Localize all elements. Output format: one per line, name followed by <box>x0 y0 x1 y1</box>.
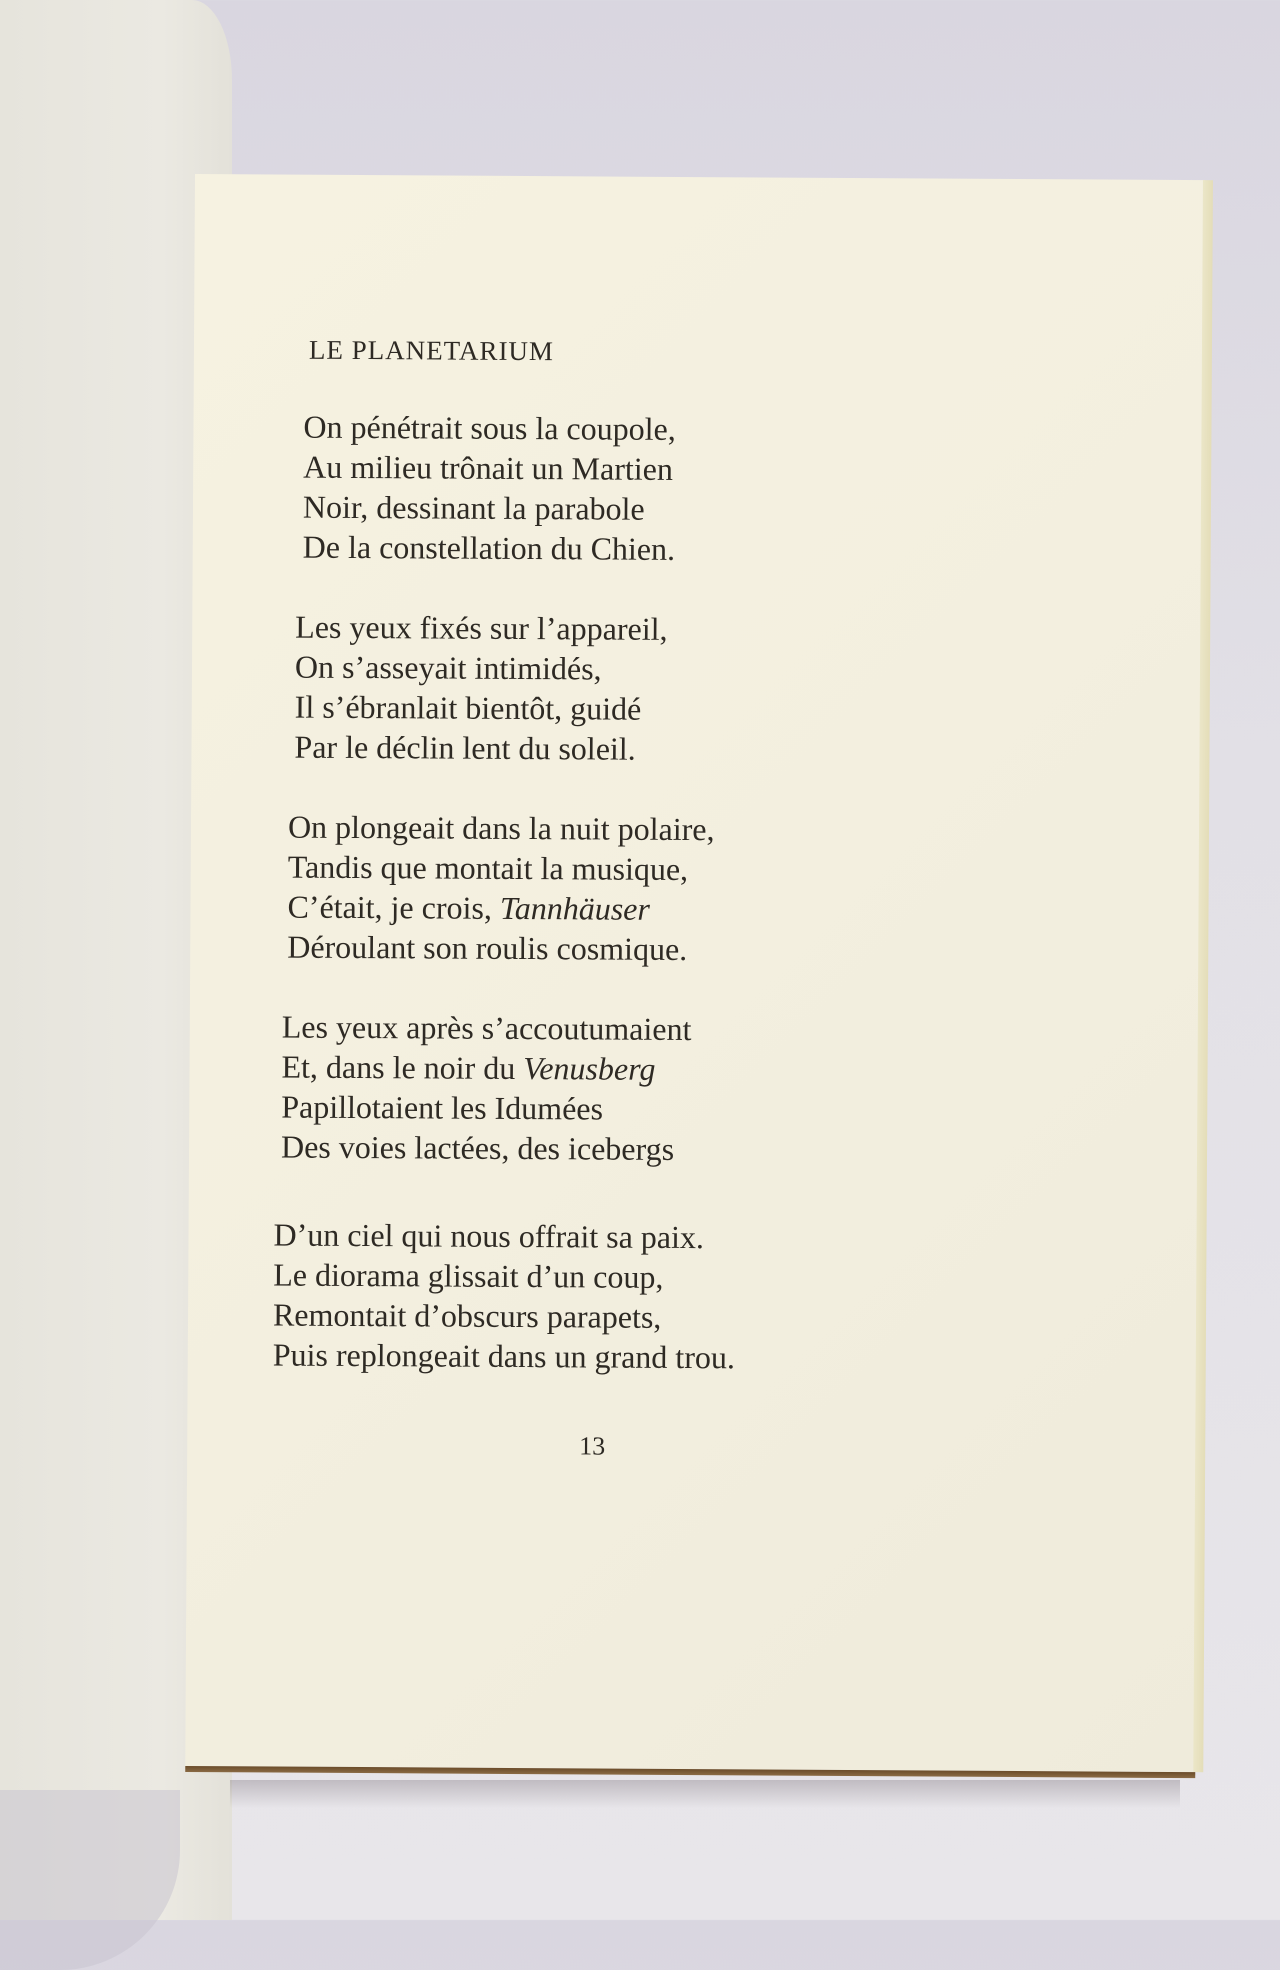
stanza <box>281 1007 692 1169</box>
verse-text: On s’asseyait intimidés, <box>294 648 602 687</box>
verse-line <box>273 1334 735 1377</box>
verse-line <box>273 1214 735 1257</box>
verse-line <box>282 1007 692 1050</box>
verse-text: Par le déclin lent du soleil. <box>294 728 636 767</box>
verse-line <box>303 407 676 449</box>
verse-text: Noir, dessinant la parabole <box>302 488 645 527</box>
verse-italic-text: Tannhäuser <box>499 889 650 927</box>
verse-line <box>303 487 676 529</box>
poem <box>185 174 1205 1772</box>
verse-line <box>287 927 714 970</box>
verse-text: Le diorama glissait d’un coup, <box>273 1256 664 1295</box>
verse-text: Et, dans le noir du <box>281 1048 524 1087</box>
verse-line <box>288 807 715 850</box>
verse-text: On pénétrait sous la coupole, <box>303 408 676 447</box>
poem-title: LE PLANETARIUM <box>308 334 555 367</box>
verse-text: On plongeait dans la nuit polaire, <box>287 808 715 848</box>
verse-text: Les yeux après s’accoutumaient <box>281 1008 692 1048</box>
verse-line <box>303 447 676 489</box>
stanza <box>303 407 676 569</box>
verse-text: Des voies lactées, des icebergs <box>280 1128 675 1167</box>
verse-text: Au milieu trônait un Martien <box>303 448 674 487</box>
right-page <box>185 174 1205 1772</box>
verse-line <box>273 1294 735 1337</box>
page-shadow <box>230 1780 1180 1808</box>
verse-line <box>295 607 668 649</box>
verse-text: Les yeux fixés sur l’appareil, <box>295 608 668 647</box>
verse-text: Déroulant son roulis cosmique. <box>287 928 688 968</box>
verse-line <box>295 687 668 729</box>
verse-line <box>288 847 715 890</box>
page-number: 13 <box>579 1431 606 1461</box>
verse-line <box>294 727 667 769</box>
verse-line <box>287 887 714 930</box>
verse-text: Tandis que montait la musique, <box>287 848 689 888</box>
verse-line <box>281 1087 691 1130</box>
verse-line <box>273 1254 735 1297</box>
left-page-curl <box>0 1790 180 1970</box>
verse-text: De la constellation du Chien. <box>302 528 676 567</box>
verse-text: Remontait d’obscurs parapets, <box>272 1296 662 1335</box>
stanza <box>294 607 667 769</box>
verse-line <box>281 1127 691 1170</box>
verse-line <box>281 1047 691 1090</box>
verse-text: Il s’ébranlait bientôt, guidé <box>294 688 642 727</box>
stanza <box>273 1214 736 1377</box>
verse-italic-text: Venusberg <box>523 1050 656 1087</box>
stanza <box>287 807 715 970</box>
verse-line <box>295 647 668 689</box>
verse-text: D’un ciel qui nous offrait sa paix. <box>273 1216 705 1256</box>
verse-line <box>303 527 676 569</box>
verse-text: Papillotaient les Idumées <box>281 1088 604 1127</box>
verse-text: C’était, je crois, <box>287 888 501 926</box>
verse-text: Puis replongeait dans un grand trou. <box>272 1336 736 1376</box>
